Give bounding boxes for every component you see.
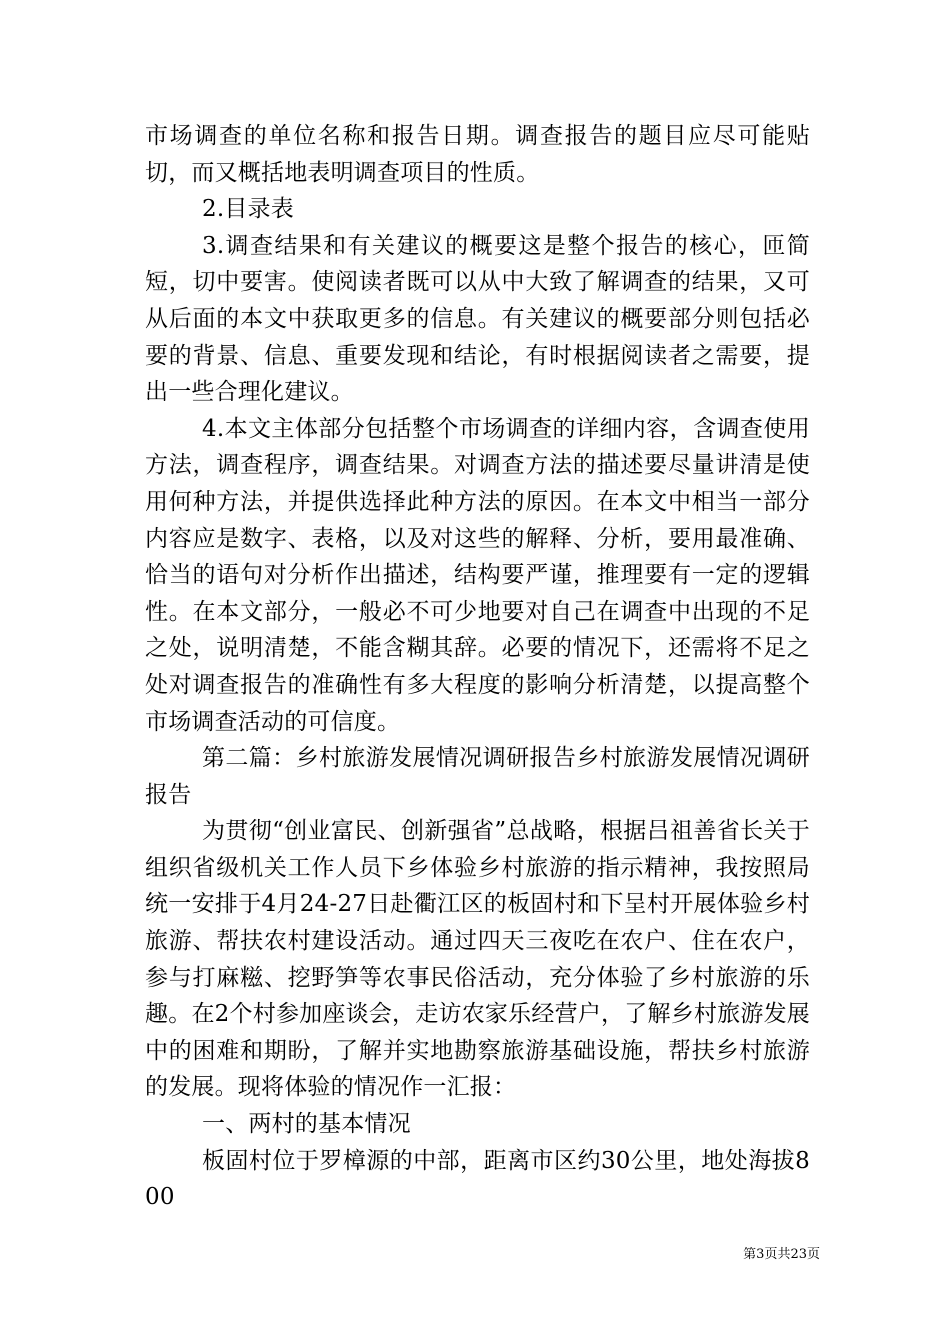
paragraph-bangu-village: 板固村位于罗樟源的中部，距离市区约30公里，地处海拔800	[145, 1147, 810, 1211]
paragraph-report-title-date: 市场调查的单位名称和报告日期。调查报告的题目应尽可能贴切，而又概括地表明调查项目的性质。	[145, 123, 810, 186]
paragraph-table-of-contents: 2.目录表	[202, 196, 294, 223]
paragraph-basic-info-heading: 一、两村的基本情况	[202, 1111, 411, 1138]
document-body	[145, 118, 810, 1216]
paragraph-intro: 为贯彻“创业富民、创新强省”总战略，根据吕祖善省长关于组织省级机关工作人员下乡体验乡村旅游的指示精神，我按照局统一安排于4月24-27日赴衢江区的板固村和下呈村开展体验乡村旅游、帮扶农村建设活动。通过四天三夜吃在农户、住在农户，参与打麻糍、挖野笋等农事民俗活动，充分体验了乡村旅游的乐趣。在2个村参加座谈会，走访农家乐经营户，了解乡村旅游发展中的困难和期盼，了解并实地勘察旅游基础设施，帮扶乡村旅游的发展。现将体验的情况作一汇报：	[145, 818, 810, 1101]
page-number-footer: 第3页共23页	[743, 1247, 820, 1262]
paragraph-main-body: 4.本文主体部分包括整个市场调查的详细内容，含调查使用方法，调查程序，调查结果。对调查方法的描述要尽量讲清是使用何种方法，并提供选择此种方法的原因。在本文中相当一部分内容应是数字、表格，以及对这些的解释、分析，要用最准确、恰当的语句对分析作出描述，结构要严谨，推理要有一定的逻辑性。在本文部分，一般必不可少地要对自己在调查中出现的不足之处，说明清楚，不能含糊其辞。必要的情况下，还需将不足之处对调查报告的准确性有多大程度的影响分析清楚，以提高整个市场调查活动的可信度。	[145, 415, 810, 735]
paragraph-section-two-heading: 第二篇：乡村旅游发展情况调研报告乡村旅游发展情况调研报告	[145, 745, 810, 808]
paragraph-summary: 3.调查结果和有关建议的概要这是整个报告的核心，匝简短，切中要害。使阅读者既可以从中大致了解调查的结果，又可从后面的本文中获取更多的信息。有关建议的概要部分则包括必要的背景、信息、重要发现和结论，有时根据阅读者之需要，提出一些合理化建议。	[145, 232, 810, 406]
